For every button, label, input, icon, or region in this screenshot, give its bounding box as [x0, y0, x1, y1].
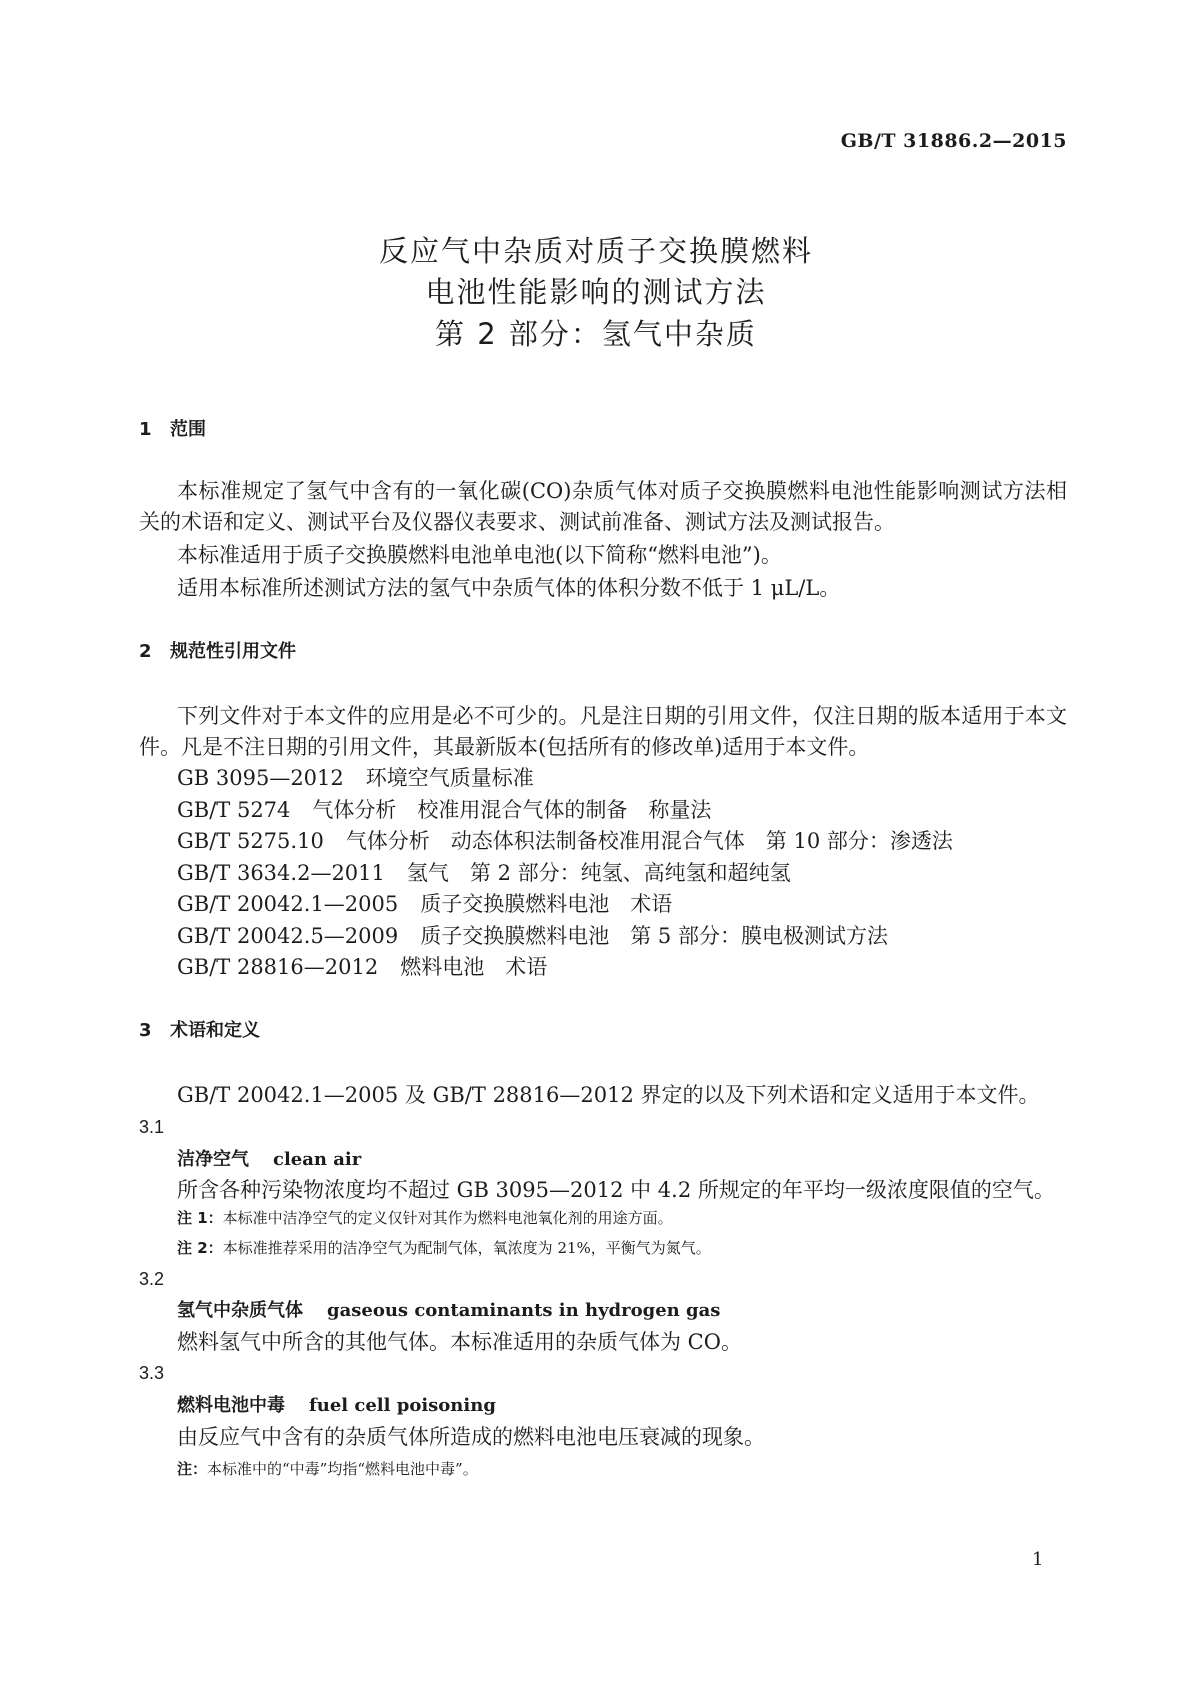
term-english: fuel cell poisoning	[309, 1395, 496, 1416]
term-heading	[177, 1297, 720, 1324]
section-heading-scope	[139, 418, 206, 442]
note-label: 注 1：	[177, 1209, 223, 1227]
term-chinese: 氢气中杂质气体	[177, 1300, 303, 1321]
reference-item	[177, 923, 888, 949]
reference-code: GB/T 20042.5—2009	[177, 924, 399, 948]
note-label: 注 2：	[177, 1239, 223, 1257]
term-definition: 所含各种污染物浓度均不超过 GB 3095—2012 中 4.2 所规定的年平均一级浓度限值的空气。	[177, 1178, 1055, 1202]
clause-number: 3.2	[139, 1269, 165, 1289]
reference-code: GB/T 3634.2—2011	[177, 861, 385, 885]
title-line-1: 反应气中杂质对质子交换膜燃料	[378, 234, 813, 268]
section-title: 规范性引用文件	[170, 641, 296, 662]
paragraph-line: 适用本标准所述测试方法的氢气中杂质气体的体积分数不低于 1 μL/L。	[177, 576, 841, 600]
note	[177, 1459, 478, 1479]
section-number: 2	[139, 641, 152, 662]
term-chinese: 洁净空气	[177, 1149, 249, 1170]
reference-code: GB/T 5275.10	[177, 829, 324, 853]
note-text: 本标准中洁净空气的定义仅针对其作为燃料电池氧化剂的用途方面。	[222, 1209, 673, 1227]
title-line-2: 电池性能影响的测试方法	[425, 275, 767, 309]
reference-item	[177, 828, 953, 854]
section-number: 3	[139, 1020, 152, 1041]
title-line-3: 第 2 部分：氢气中杂质	[435, 317, 757, 351]
reference-item	[177, 860, 791, 886]
reference-item	[177, 797, 711, 823]
page-number: 1	[1032, 1549, 1044, 1570]
reference-title: 气体分析 校准用混合气体的制备 称量法	[312, 798, 712, 822]
reference-title: 燃料电池 术语	[400, 955, 548, 979]
section-intro: GB/T 20042.1—2005 及 GB/T 28816—2012 界定的以及下列术语和定义适用于本文件。	[177, 1083, 1040, 1107]
section-title: 术语和定义	[170, 1020, 260, 1041]
note-text: 本标准推荐采用的洁净空气为配制气体，氧浓度为 21%，平衡气为氮气。	[222, 1239, 711, 1257]
paragraph-line: 件。凡是不注日期的引用文件，其最新版本(包括所有的修改单)适用于本文件。	[139, 735, 870, 759]
term-heading	[177, 1146, 361, 1173]
reference-title: 质子交换膜燃料电池 术语	[420, 892, 673, 916]
clause-number: 3.3	[139, 1363, 165, 1383]
clause-number: 3.1	[139, 1117, 165, 1137]
reference-item	[177, 765, 534, 791]
reference-code: GB 3095—2012	[177, 766, 344, 790]
reference-item	[177, 954, 547, 980]
paragraph-line: 关的术语和定义、测试平台及仪器仪表要求、测试前准备、测试方法及测试报告。	[139, 510, 895, 534]
term-english: gaseous contaminants in hydrogen gas	[327, 1300, 721, 1321]
reference-title: 氢气 第 2 部分：纯氢、高纯氢和超纯氢	[406, 861, 791, 885]
note-text: 本标准中的“中毒”均指“燃料电池中毒”。	[207, 1460, 478, 1478]
section-title: 范围	[170, 419, 206, 440]
reference-item	[177, 891, 672, 917]
reference-title: 环境空气质量标准	[365, 766, 534, 790]
paragraph-line: 下列文件对于本文件的应用是必不可少的。凡是注日期的引用文件，仅注日期的版本适用于本文	[177, 704, 1067, 728]
reference-code: GB/T 5274	[177, 798, 291, 822]
term-heading	[177, 1392, 496, 1419]
term-definition: 由反应气中含有的杂质气体所造成的燃料电池电压衰减的现象。	[177, 1425, 765, 1449]
section-heading-terms-definitions	[139, 1019, 260, 1043]
reference-title: 质子交换膜燃料电池 第 5 部分：膜电极测试方法	[420, 924, 888, 948]
standard-number: GB/T 31886.2—2015	[840, 130, 1067, 152]
term-english: clean air	[273, 1149, 362, 1170]
paragraph-line: 本标准规定了氢气中含有的一氧化碳(CO)杂质气体对质子交换膜燃料电池性能影响测试方法相	[177, 479, 1067, 503]
term-definition: 燃料氢气中所含的其他气体。本标准适用的杂质气体为 CO。	[177, 1330, 742, 1354]
paragraph-line: 本标准适用于质子交换膜燃料电池单电池(以下简称“燃料电池”)。	[177, 543, 782, 567]
note	[177, 1238, 711, 1258]
reference-code: GB/T 28816—2012	[177, 955, 379, 979]
term-chinese: 燃料电池中毒	[177, 1395, 285, 1416]
reference-title: 气体分析 动态体积法制备校准用混合气体 第 10 部分：渗透法	[345, 829, 953, 853]
section-heading-normative-references	[139, 640, 296, 664]
note-label: 注：	[177, 1460, 208, 1478]
section-number: 1	[139, 419, 152, 440]
note	[177, 1208, 673, 1228]
reference-code: GB/T 20042.1—2005	[177, 892, 399, 916]
